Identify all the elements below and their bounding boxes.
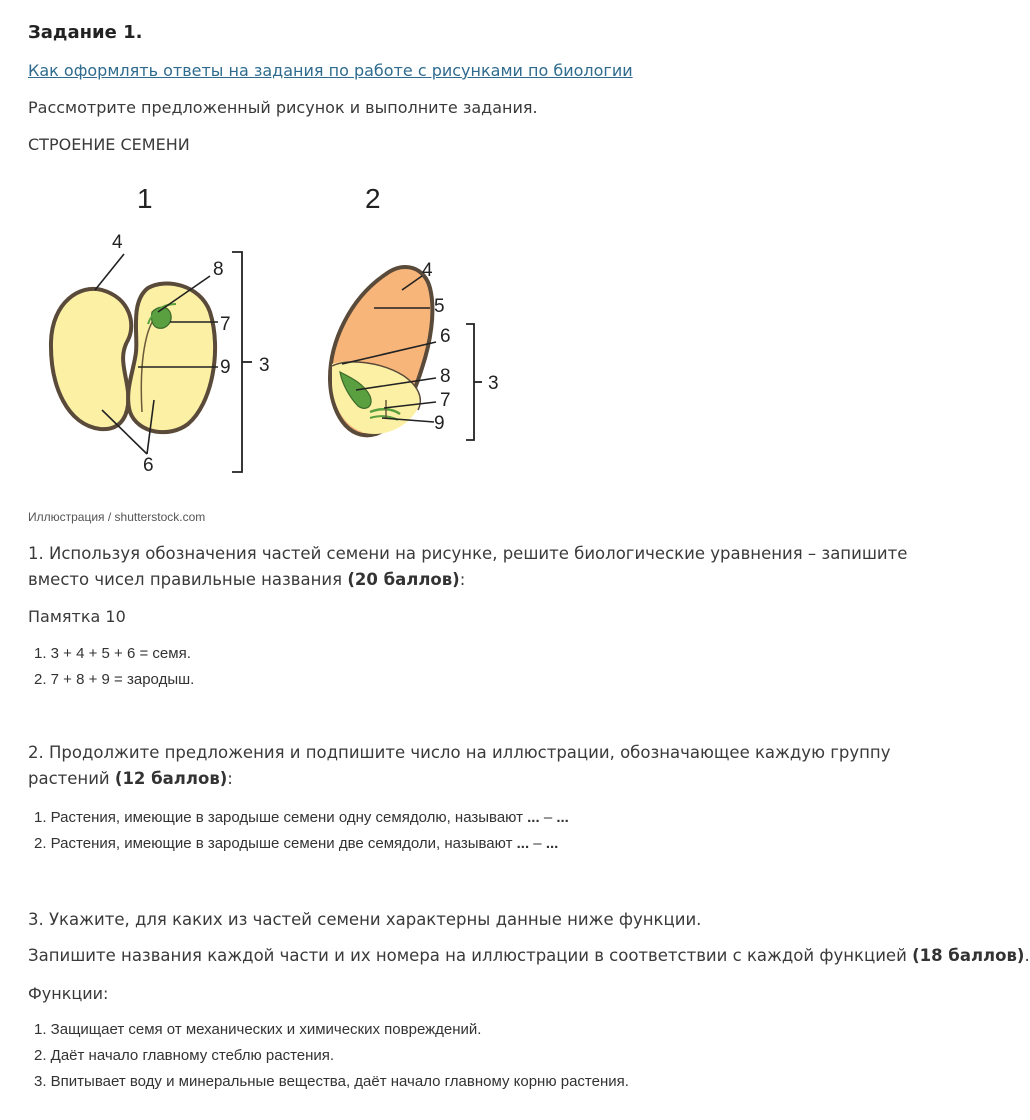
question-1	[28, 541, 928, 593]
seed2-label-7: 7	[440, 390, 451, 411]
image-credit: Иллюстрация / shutterstock.com	[28, 510, 206, 524]
question-3: 3. Укажите, для каких из частей семени характерны данные ниже функции.	[28, 910, 702, 929]
q2-text: 2. Продолжите предложения и подпишите число на иллюстрации, обозначающее каждую группу растений	[28, 743, 891, 788]
seed-structure-figure	[30, 172, 550, 482]
list-item: 2. 7 + 8 + 9 = зародыш.	[34, 671, 195, 688]
seed1-label-3: 3	[259, 355, 270, 376]
list-item: 1. Защищает семя от механических и химических повреждений.	[34, 1021, 482, 1038]
task-title: Задание 1.	[28, 22, 143, 43]
seed1-label-7: 7	[220, 314, 231, 335]
q3-instruction: Запишите названия каждой части и их номера на иллюстрации в соответствии с каждой функцией (18 баллов).	[28, 946, 1030, 965]
intro-text: Рассмотрите предложенный рисунок и выполните задания.	[28, 98, 538, 117]
q3-points: (18 баллов)	[912, 946, 1025, 965]
list-item: 1. Растения, имеющие в зародыше семени одну семядолю, называют ... – ...	[34, 809, 569, 826]
q2-points: (12 баллов)	[114, 769, 228, 788]
q1-points: (20 баллов)	[347, 570, 460, 589]
seed1-label-9: 9	[220, 357, 231, 378]
q2-tail: :	[227, 769, 233, 788]
memo-label: Памятка 10	[28, 607, 126, 626]
seed2-label-5: 5	[434, 296, 445, 317]
functions-label: Функции:	[28, 984, 109, 1003]
list-item: 1. 3 + 4 + 5 + 6 = семя.	[34, 645, 191, 662]
q1-equation-list	[34, 641, 194, 693]
seed1-label-8: 8	[213, 259, 224, 280]
seed2-label-3: 3	[488, 373, 499, 394]
seed2-label-6: 6	[440, 326, 451, 347]
question-2	[28, 740, 928, 792]
panel-1-number: 1	[137, 183, 153, 214]
panel-2-number: 2	[365, 183, 381, 214]
seed2-label-9: 9	[434, 413, 445, 434]
q1-tail: :	[459, 570, 466, 589]
seed-figure-svg	[30, 172, 550, 482]
list-item: 3. Впитывает воду и минеральные вещества, даёт начало главному корню растения.	[34, 1073, 629, 1090]
q3-functions-list	[34, 1017, 629, 1095]
q1-text: 1. Используя обозначения частей семени на рисунке, решите биологические уравнения – запишите вместо чисел правильные названия	[28, 544, 908, 589]
seed2-label-4: 4	[422, 260, 433, 281]
list-item: 2. Даёт начало главному стеблю растения.	[34, 1047, 335, 1064]
seed1-label-4: 4	[112, 232, 123, 253]
figure-title: СТРОЕНИЕ СЕМЕНИ	[28, 135, 190, 154]
help-link[interactable]: Как оформлять ответы на задания по работе с рисунками по биологии	[28, 61, 633, 80]
seed2-label-8: 8	[440, 366, 451, 387]
q2-sentence-list	[34, 805, 569, 857]
list-item: 2. Растения, имеющие в зародыше семени две семядоли, называют ... – ...	[34, 835, 559, 852]
seed1-label-6: 6	[143, 455, 154, 476]
seed1-left-cotyledon	[51, 289, 131, 429]
